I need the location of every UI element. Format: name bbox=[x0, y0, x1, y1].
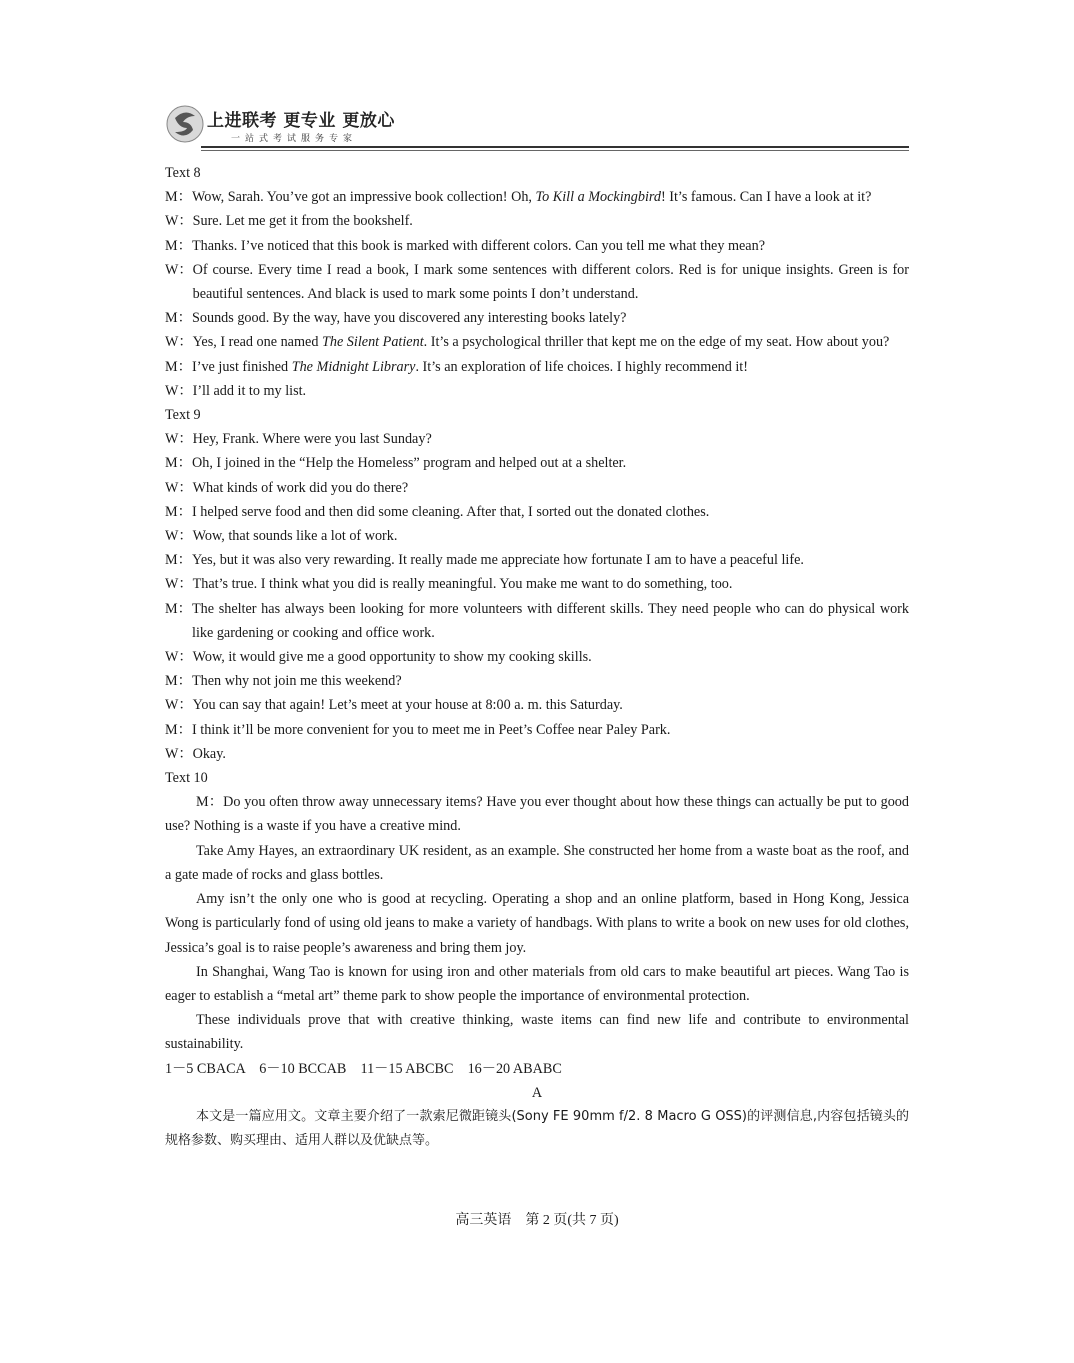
transcript-content bbox=[165, 161, 909, 1153]
dialogue-text bbox=[192, 355, 909, 379]
text-run: Wow, Sarah. You’ve got an impressive book collection! Oh, bbox=[192, 189, 536, 206]
text-heading: Text 8 bbox=[165, 165, 201, 181]
dialogue-text bbox=[192, 185, 909, 209]
dialogue-text bbox=[193, 645, 909, 669]
text-run: Of course. Every time I read a book, I mark some sentences with different colors. Red is for unique insights. Green is for beautiful sentences. And black is used to mark some points I don’t understand. bbox=[192, 261, 909, 303]
dialogue-text bbox=[193, 379, 909, 403]
dialogue-text bbox=[192, 451, 909, 475]
speaker-label: W： bbox=[165, 213, 193, 230]
section-letter: A bbox=[531, 1084, 543, 1101]
monologue-paragraph: M：Do you often throw away unnecessary items? Have you ever thought about how these things can actually be put to good use? Nothing is a waste if you have a creative mind. bbox=[165, 794, 909, 835]
text-run: Yes, I read one named bbox=[192, 334, 322, 351]
text-run: Thanks. I’ve noticed that this book is marked with different colors. Can you tell me what they mean? bbox=[192, 237, 766, 254]
text-run: Wow, it would give me a good opportunity to show my cooking skills. bbox=[192, 649, 592, 666]
text-run: Sure. Let me get it from the bookshelf. bbox=[192, 213, 413, 230]
book-title: The Silent Patient bbox=[321, 334, 424, 351]
text-run: What kinds of work did you do there? bbox=[192, 479, 409, 496]
text-run: Oh, I joined in the “Help the Homeless” program and helped out at a shelter. bbox=[192, 455, 627, 472]
dialogue-line bbox=[165, 476, 909, 500]
monologue-paragraph: In Shanghai, Wang Tao is known for using iron and other materials from old cars to make beautiful art pieces. Wang Tao is eager to establish a “metal art” theme park to show people the importance of environmental protection. bbox=[165, 963, 909, 1004]
speaker-label: W： bbox=[165, 334, 193, 351]
dialogue-text bbox=[192, 548, 909, 572]
text-run: The shelter has always been looking for more volunteers with different skills. They need people who can do physical work like gardening or cooking and office work. bbox=[192, 600, 909, 641]
dialogue-text bbox=[193, 572, 909, 596]
dialogue-line bbox=[165, 234, 909, 258]
dialogue-line bbox=[165, 693, 909, 717]
speaker-label: W： bbox=[165, 479, 193, 496]
text-run: Yes, but it was also very rewarding. It really made me appreciate how fortunate I am to have a peaceful life. bbox=[192, 552, 804, 569]
dialogue-line bbox=[165, 258, 909, 306]
text-run: Sounds good. By the way, have you discovered any interesting books lately? bbox=[192, 310, 627, 327]
dialogue-text bbox=[192, 234, 909, 258]
speaker-label: M： bbox=[165, 552, 192, 569]
speaker-label: M： bbox=[165, 721, 192, 738]
page-footer: 高三英语 第 2 页(共 7 页) bbox=[455, 1213, 619, 1228]
text-run: . It’s an exploration of life choices. I highly recommend it! bbox=[415, 358, 748, 375]
text-run: ! It’s famous. Can I have a look at it? bbox=[660, 189, 872, 206]
logo-icon bbox=[165, 104, 205, 144]
dialogue-line bbox=[165, 669, 909, 693]
dialogue-line bbox=[165, 742, 909, 766]
dialogue-line bbox=[165, 548, 909, 572]
speaker-label: W： bbox=[165, 528, 193, 545]
text-run: I’ll add it to my list. bbox=[192, 382, 307, 399]
book-title: The Midnight Library bbox=[291, 358, 416, 375]
section-summary: 本文是一篇应用文。文章主要介绍了一款索尼微距镜头(Sony FE 90mm f/2. 8 Macro G OSS)的评测信息,内容包括镜头的规格参数、购买理由、适用人群以及优缺点等。 bbox=[165, 1108, 909, 1149]
dialogue-line bbox=[165, 597, 909, 645]
header-rule-thin bbox=[201, 150, 909, 151]
dialogue-line bbox=[165, 572, 909, 596]
dialogue-text bbox=[192, 500, 909, 524]
speaker-label: M： bbox=[165, 673, 192, 690]
text-run: Hey, Frank. Where were you last Sunday? bbox=[192, 431, 432, 448]
page-header bbox=[165, 100, 910, 155]
text-run: Then why not join me this weekend? bbox=[192, 673, 402, 690]
speaker-label: W： bbox=[165, 382, 193, 399]
speaker-label: W： bbox=[165, 576, 193, 593]
dialogue-text bbox=[193, 693, 909, 717]
text-heading: Text 10 bbox=[165, 770, 208, 787]
dialogue-line bbox=[165, 185, 909, 209]
text-run: You can say that again! Let’s meet at your house at 8:00 a. m. this Saturday. bbox=[192, 697, 623, 714]
dialogue-text bbox=[193, 330, 909, 354]
dialogue-line bbox=[165, 500, 909, 524]
speaker-label: M： bbox=[165, 503, 192, 520]
book-title: To Kill a Mockingbird bbox=[535, 189, 661, 206]
dialogue-line bbox=[165, 451, 909, 475]
speaker-label: W： bbox=[165, 261, 193, 278]
header-subslogan: 一站式考试服务专家 bbox=[231, 134, 358, 144]
dialogue-line bbox=[165, 427, 909, 451]
text-run: That’s true. I think what you did is really meaningful. You make me want to do something, too. bbox=[192, 576, 733, 593]
text-run: Wow, that sounds like a lot of work. bbox=[192, 528, 398, 545]
header-slogan: 上进联考 更专业 更放心 bbox=[207, 111, 395, 131]
dialogue-line bbox=[165, 330, 909, 354]
dialogue-text bbox=[193, 742, 909, 766]
monologue-paragraph: Amy isn’t the only one who is good at recycling. Operating a shop and an online platform, based in Hong Kong, Jessica Wong is particularly fond of using old jeans to make a variety of handbags. With plans to write a book on new uses for old clothes, Jessica’s goal is to raise people’s awareness and bring them joy. bbox=[165, 891, 909, 956]
dialogue-text bbox=[193, 209, 909, 233]
dialogue-text bbox=[192, 718, 909, 742]
dialogue-text bbox=[193, 524, 909, 548]
dialogue-text bbox=[192, 597, 909, 645]
text-heading: Text 9 bbox=[165, 407, 201, 424]
speaker-label: M： bbox=[165, 310, 192, 327]
speaker-label: M： bbox=[165, 455, 192, 472]
text-run: I think it’ll be more convenient for you to meet me in Peet’s Coffee near Paley Park. bbox=[192, 721, 671, 738]
speaker-label: M： bbox=[165, 358, 192, 375]
text-run: . It’s a psychological thriller that kept me on the edge of my seat. How about you? bbox=[423, 334, 890, 351]
dialogue-line bbox=[165, 209, 909, 233]
speaker-label: W： bbox=[165, 649, 193, 666]
text-run: I’ve just finished bbox=[192, 358, 292, 375]
dialogue-text bbox=[193, 258, 909, 306]
dialogue-line bbox=[165, 718, 909, 742]
dialogue-line bbox=[165, 306, 909, 330]
speaker-label: M： bbox=[165, 600, 192, 617]
dialogue-text bbox=[193, 427, 909, 451]
speaker-label: M： bbox=[165, 237, 192, 254]
speaker-label: W： bbox=[165, 431, 193, 448]
speaker-label: W： bbox=[165, 697, 193, 714]
dialogue-line bbox=[165, 524, 909, 548]
dialogue-line bbox=[165, 355, 909, 379]
dialogue-text bbox=[193, 476, 909, 500]
dialogue-line bbox=[165, 379, 909, 403]
dialogue-text bbox=[192, 669, 909, 693]
monologue-paragraph: These individuals prove that with creative thinking, waste items can find new life and contribute to environmental sustainability. bbox=[165, 1012, 909, 1053]
answer-key: 1－5 CBACA 6－10 BCCAB 11－15 ABCBC 16－20 ABABC bbox=[165, 1060, 562, 1077]
dialogue-line bbox=[165, 645, 909, 669]
monologue-paragraph: Take Amy Hayes, an extraordinary UK resident, as an example. She constructed her home from a waste boat as the roof, and a gate made of rocks and glass bottles. bbox=[165, 842, 909, 883]
speaker-label: W： bbox=[165, 745, 193, 762]
text-run: I helped serve food and then did some cleaning. After that, I sorted out the donated clothes. bbox=[192, 503, 710, 520]
dialogue-text bbox=[192, 306, 909, 330]
speaker-label: M： bbox=[165, 189, 192, 206]
text-run: Okay. bbox=[192, 745, 226, 762]
header-rule bbox=[201, 146, 909, 148]
